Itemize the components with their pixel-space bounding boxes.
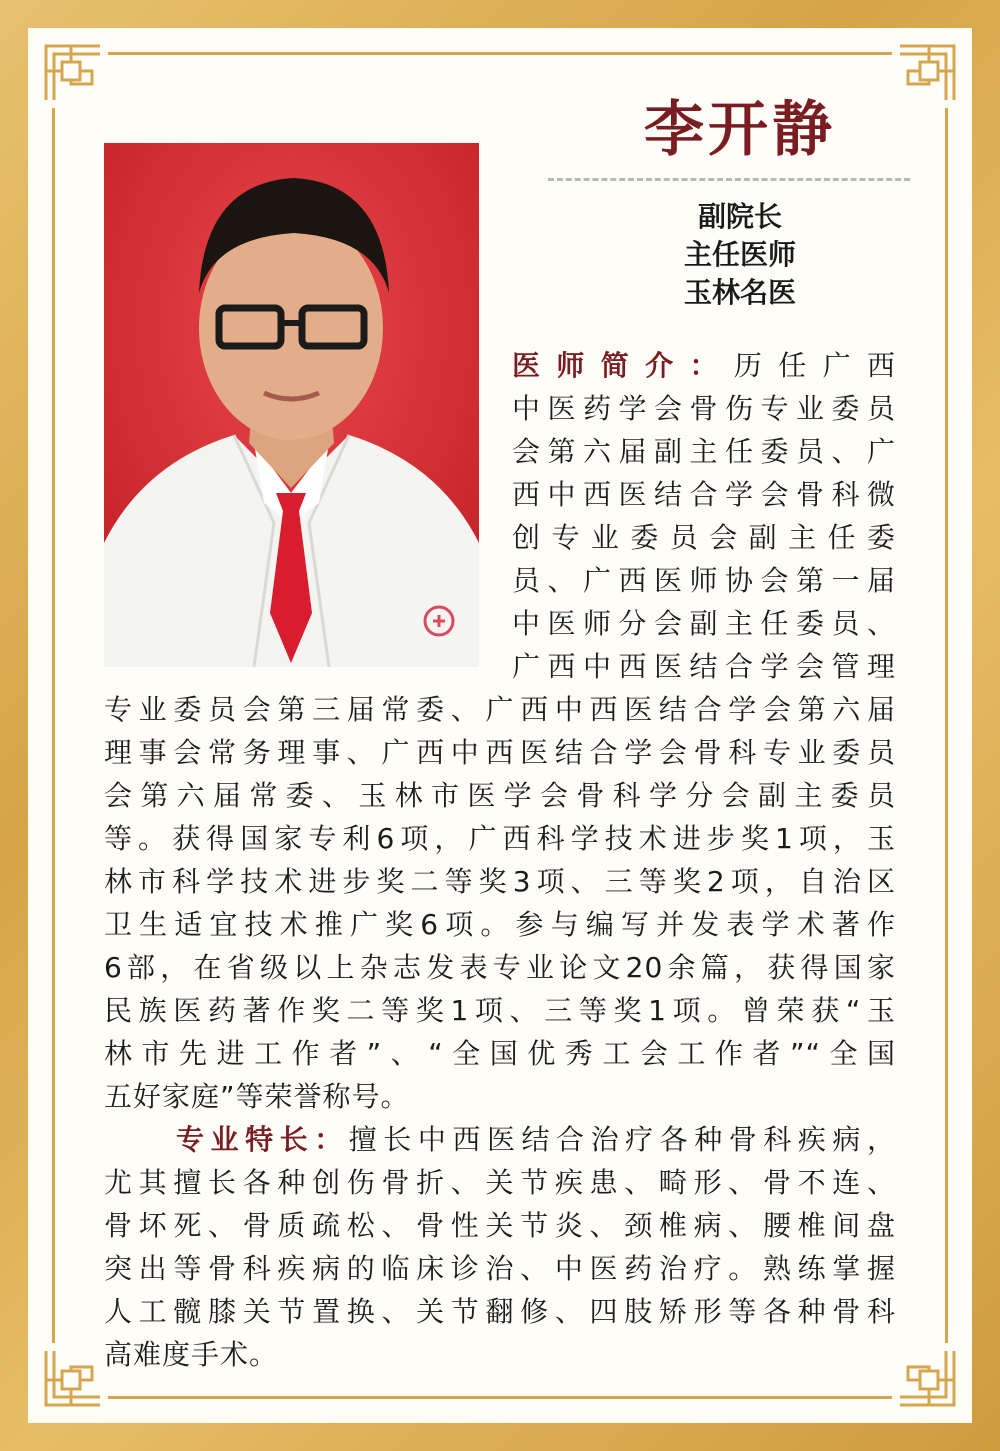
corner-ornament-icon: [38, 1343, 108, 1413]
bio-line: 理事会常务理事、广西中西医结合学会骨科专业委员: [104, 736, 896, 769]
bio-line: 会第六届副主任委员、广: [512, 435, 896, 468]
bio-line: 西中西医结合学会骨科微: [512, 478, 896, 511]
bio-line: 专业委员会第三届常委、广西中西医结合学会第六届: [104, 693, 896, 726]
specialty-line: 人工髋膝关节置换、关节翻修、四肢矫形等各种骨科: [104, 1295, 896, 1328]
doctor-titles: [630, 198, 850, 312]
title-line: 玉林名医: [683, 276, 796, 309]
title-line: 主任医师: [683, 238, 796, 271]
specialty-label: 专业特长：: [176, 1123, 349, 1156]
bio-line: 中医药学会骨伤专业委员: [512, 392, 896, 425]
bio-first-line: [512, 346, 896, 386]
bio-line: 会第六届常委、玉林市医学会骨科学分会副主委员: [104, 779, 896, 812]
bio-line: 广西中西医结合学会管理: [512, 650, 896, 683]
title-line: 副院长: [697, 200, 782, 233]
divider: [548, 178, 910, 181]
doctor-name: 李开静: [644, 95, 836, 165]
bio-line: 林市科学技术进步奖二等奖3项、三等奖2项，自治区: [104, 865, 896, 898]
specialty-line: 高难度手术。: [104, 1338, 279, 1371]
bio-line: 五好家庭”等荣誉称号。: [104, 1080, 410, 1113]
bio-line: 中医师分会副主任委员、: [512, 607, 896, 640]
bio-line: 林市先进工作者”、“全国优秀工会工作者”“全国: [104, 1037, 896, 1070]
specialty-text: 擅长中西医结合治疗各种骨科疾病，: [348, 1123, 896, 1156]
bio-line: 等。获得国家专利6项，广西科学技术进步奖1项，玉: [104, 822, 896, 855]
bio-line: 创专业委员会副主任委: [512, 521, 896, 554]
bio-text: 历任广西: [733, 349, 896, 382]
corner-ornament-icon: [892, 38, 962, 108]
specialty-line: 骨坏死、骨质疏松、骨性关节炎、颈椎病、腰椎间盘: [104, 1209, 896, 1242]
specialty-first-line: [176, 1120, 896, 1160]
bio-line: 民族医药著作奖二等奖1项、三等奖1项。曾荣获“玉: [104, 994, 896, 1027]
bio-line: 6部，在省级以上杂志发表专业论文20余篇，获得国家: [104, 951, 896, 984]
bio-line: 卫生适宜技术推广奖6项。参与编写并发表学术著作: [104, 908, 896, 941]
corner-ornament-icon: [38, 38, 108, 108]
corner-ornament-icon: [892, 1343, 962, 1413]
bio-label: 医师简介：: [512, 349, 734, 382]
bio-line: 员、广西医师协会第一届: [512, 564, 896, 597]
doctor-portrait: [104, 143, 479, 667]
specialty-line: 尤其擅长各种创伤骨折、关节疾患、畸形、骨不连、: [104, 1166, 896, 1199]
specialty-line: 突出等骨科疾病的临床诊治、中医药治疗。熟练掌握: [104, 1252, 896, 1285]
